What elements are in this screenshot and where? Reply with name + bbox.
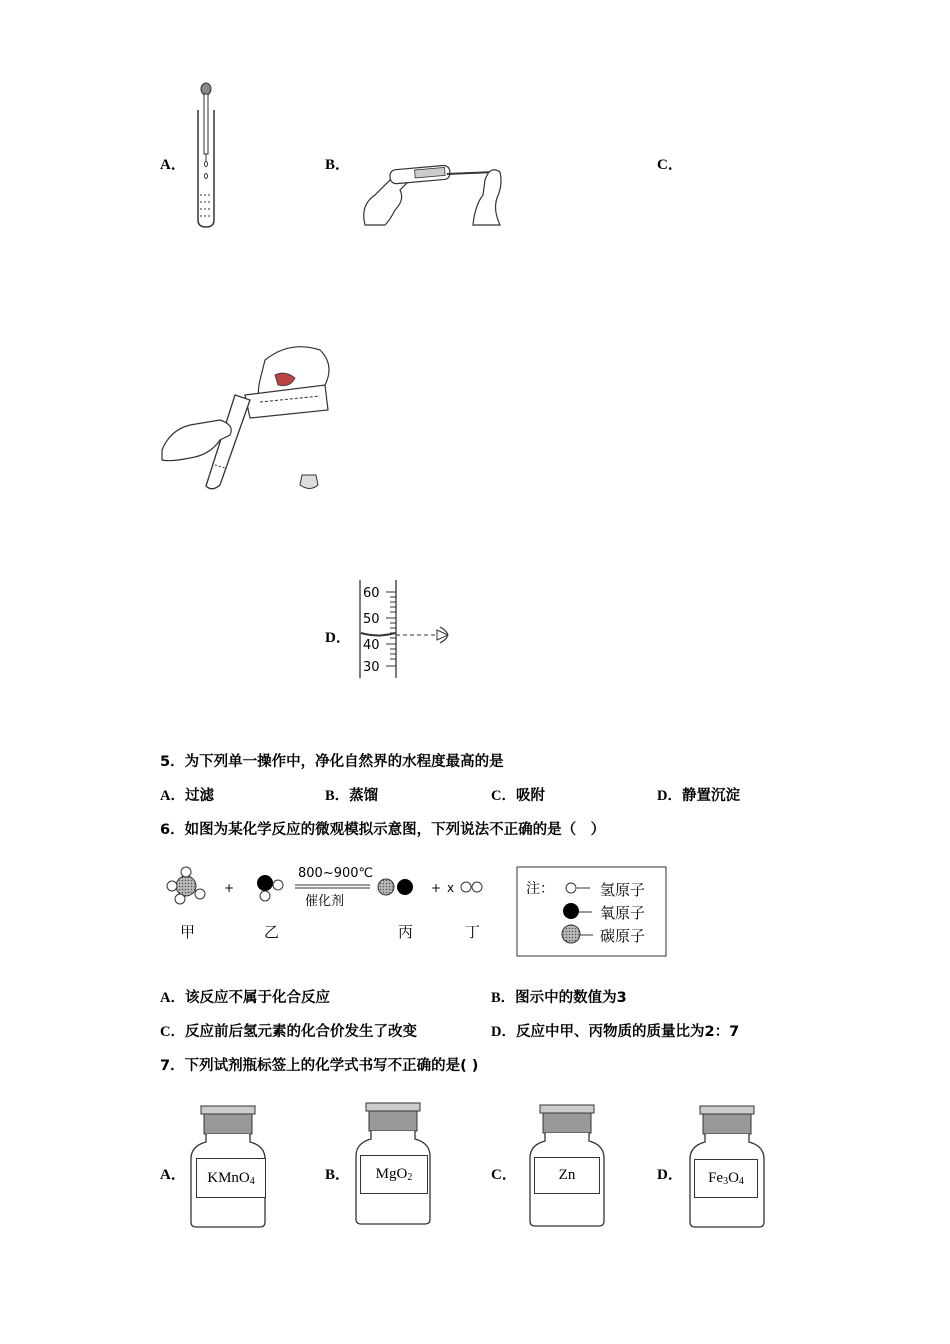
methane-molecule xyxy=(167,867,205,904)
option-c-key: C． xyxy=(657,157,683,173)
label-zn: Zn xyxy=(534,1157,600,1194)
legend-carbon: 碳原子 xyxy=(600,927,646,945)
condition-catalyst: 催化剂 xyxy=(305,894,345,909)
label-jia: 甲 xyxy=(180,923,196,941)
option-a-key: A． xyxy=(160,157,186,173)
reaction-diagram xyxy=(160,855,680,965)
label-fe3o4: $Fe_3O_4$ xyxy=(694,1159,758,1198)
tick-60: 60 xyxy=(363,586,380,601)
legend-oxygen: 氧原子 xyxy=(600,904,646,922)
option-d-key: D． xyxy=(325,630,351,646)
q7-option-d-key: D． xyxy=(657,1167,683,1183)
legend-hydrogen: 氢原子 xyxy=(600,881,646,899)
label-mgo2: MgO$_2$ xyxy=(360,1155,428,1194)
q7-option-c-key: C． xyxy=(491,1167,517,1183)
q6-option-c: C．反应前后氢元素的化合价发生了改变 xyxy=(160,1024,417,1040)
plus-sign-1: + xyxy=(224,881,235,895)
graduated-cylinder-reading-illustration xyxy=(352,578,462,683)
tick-40: 40 xyxy=(363,638,380,653)
q5-option-b: B．蒸馏 xyxy=(325,788,379,804)
carbon-atom-symbol xyxy=(562,925,580,943)
q5-option-a: A．过滤 xyxy=(160,788,214,804)
tick-50: 50 xyxy=(363,612,380,627)
hydrogen-molecule xyxy=(461,882,482,892)
q7-stem: 7．下列试剂瓶标签上的化学式书写不正确的是( ) xyxy=(160,1058,479,1074)
q7-option-a-key: A． xyxy=(160,1167,186,1183)
coefficient-x: x xyxy=(447,881,455,895)
label-bing: 丙 xyxy=(398,923,414,941)
pouring-liquid-into-test-tube-illustration xyxy=(160,340,335,495)
q7-option-b-key: B． xyxy=(325,1167,351,1183)
q5-option-d: D．静置沉淀 xyxy=(657,788,740,804)
q6-option-d: D．反应中甲、丙物质的质量比为2：7 xyxy=(491,1024,740,1040)
tick-30: 30 xyxy=(363,660,380,675)
legend-note: 注： xyxy=(526,881,554,897)
hands-inserting-rubber-stopper-illustration xyxy=(355,150,510,230)
carbon-monoxide-molecule xyxy=(378,879,413,895)
dropper-test-tube-illustration xyxy=(190,80,222,230)
condition-temperature: 800~900℃ xyxy=(298,866,374,881)
q5-stem: 5．为下列单一操作中，净化自然界的水程度最高的是 xyxy=(160,754,504,770)
option-b-key: B． xyxy=(325,157,351,173)
q5-option-c: C．吸附 xyxy=(491,788,545,804)
label-ding: 丁 xyxy=(465,923,481,941)
oxygen-atom-symbol xyxy=(563,903,579,919)
water-molecule xyxy=(257,875,283,901)
label-kmno4: KMnO$_4$ xyxy=(196,1158,266,1198)
label-yi: 乙 xyxy=(264,923,280,941)
q6-option-a: A．该反应不属于化合反应 xyxy=(160,990,330,1006)
plus-sign-2: + xyxy=(431,881,442,895)
q6-option-b: B．图示中的数值为3 xyxy=(491,990,627,1006)
hydrogen-atom-symbol xyxy=(566,883,576,893)
q6-stem: 6．如图为某化学反应的微观模拟示意图，下列说法不正确的是（ ） xyxy=(160,822,606,838)
